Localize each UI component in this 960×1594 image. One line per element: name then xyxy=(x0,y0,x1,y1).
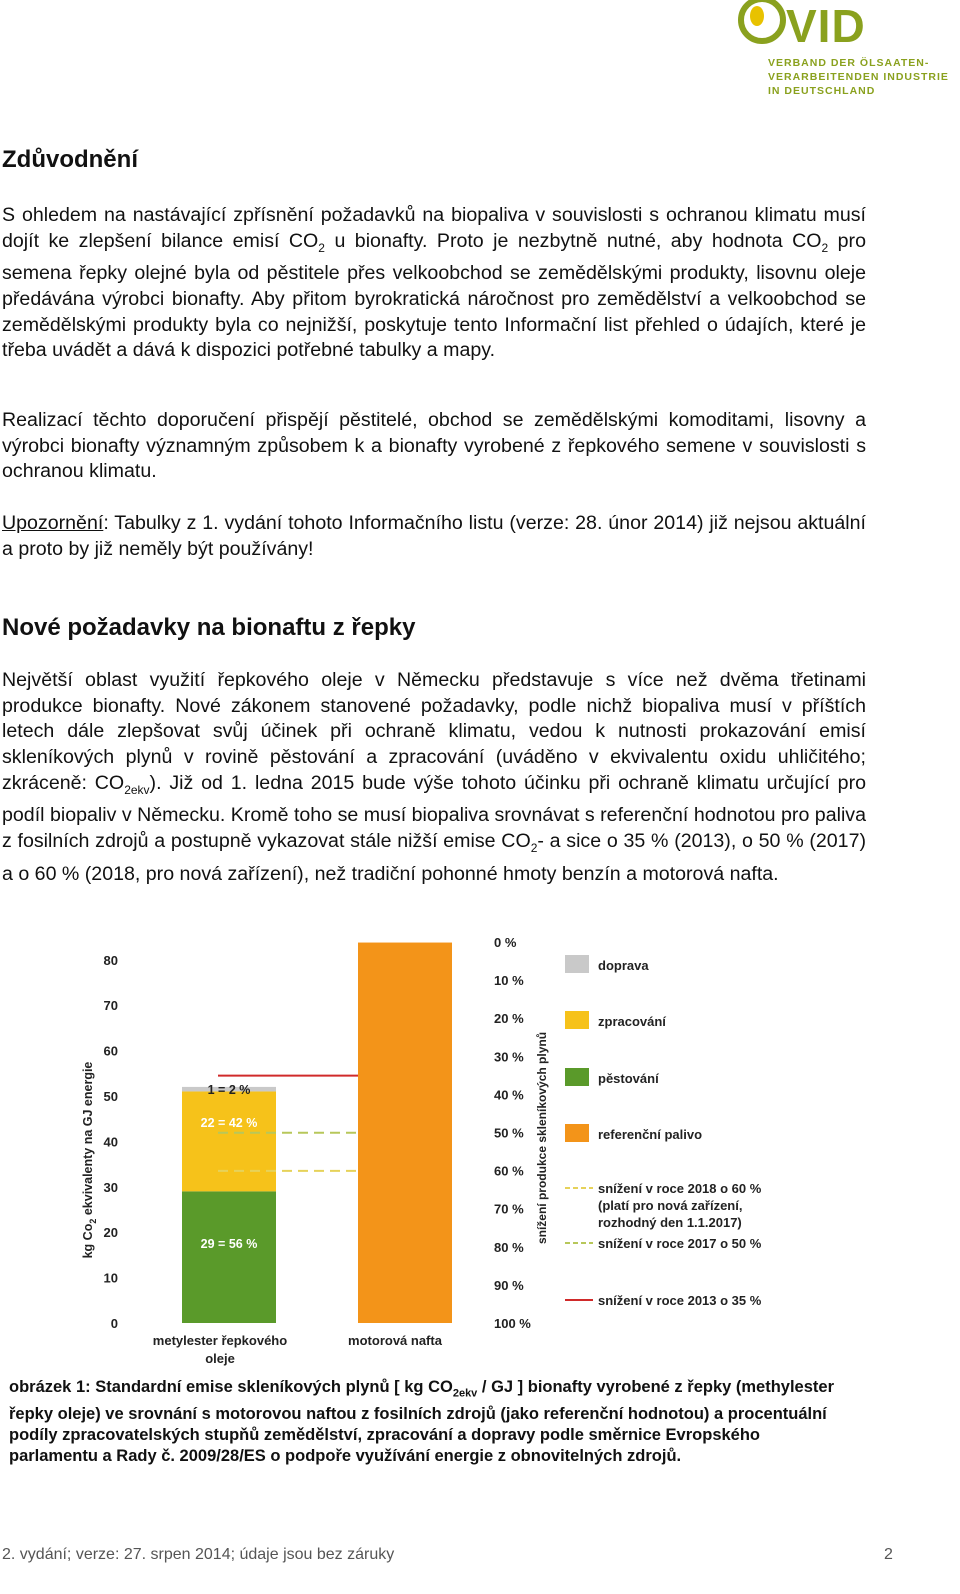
y-tick-label: 60 xyxy=(103,1043,118,1059)
legend-label: snížení v roce 2018 o 60 % xyxy=(598,1181,762,1196)
footer-version: 2. vydání; verze: 27. srpen 2014; údaje jsou bez záruky xyxy=(2,1546,395,1563)
paragraph-justification: S ohledem na nastávající zpřísnění požadavků na biopaliva v souvislosti s ochranou klimatu musí dojít ke zlepšení bilance emisí $CO_2$ u bionafty. Proto je nezbytně nutné, aby hodnota $CO_2$ pro semena řepky olejné byla od pěstitele přes velkoobchod se zemědělskými produkty, lisovnu oleje předávána výrobci bionafty. Aby přitom byrokratická náročnost pro zemědělství a velkoobchod se zemědělskými produkty byla co nejnižší, poskytuje tento Informační list přehled o údajích, které je třeba uvádět a dává k dispozici potřebné tabulky a mapy. xyxy=(2,204,866,362)
legend-label: (platí pro nová zařízení, xyxy=(598,1198,743,1213)
bar-segment-zpracování xyxy=(182,1091,276,1191)
right-tick-label: 90 % xyxy=(494,1277,524,1293)
y-tick-label: 0 xyxy=(110,1316,118,1331)
logo-subtitle: VERBAND DER ÖLSAATEN- VERARBEITENDEN INDUSTRIE IN DEUTSCHLAND xyxy=(768,57,949,97)
y-tick-label: 50 xyxy=(103,1089,118,1104)
legend-swatch xyxy=(565,955,589,973)
legend-label: rozhodný den 1.1.2017) xyxy=(598,1215,742,1230)
category-label: oleje xyxy=(205,1351,235,1366)
right-tick-label: 0 % xyxy=(494,935,517,950)
logo-o-mark xyxy=(738,0,786,44)
paragraph-realization: Realizací těchto doporučení přispějí pěstitelé, obchod se zemědělskými komoditami, lisovny a výrobci bionafty významným způsobem k a bionafty vyrobené z řepkového semene v souvislosti s ochranou klimatu. xyxy=(2,409,866,483)
right-tick-label: 60 % xyxy=(494,1163,524,1179)
y-tick-label: 40 xyxy=(103,1134,118,1150)
ovid-logo xyxy=(728,0,960,100)
right-tick-label: 80 % xyxy=(494,1239,524,1255)
legend-swatch xyxy=(565,1124,589,1142)
right-tick-label: 20 % xyxy=(494,1011,524,1027)
figure-caption: obrázek 1: Standardní emise skleníkových plynů [ kg $CO_{2ekv}$ / GJ ] bionafty vyrobené z řepky (methylester řepky oleje) ve srovnání s motorovou naftou z fosilních zdrojů (jako referenční hodnotou) a procentuální podíly zpracovatelských stupňů zemědělství, zpracování a dopravy podle směrnice Evropského parlamentu a Rady č. 2009/28/ES o podpoře využívání energie z obnovitelných zdrojů. xyxy=(9,1378,835,1466)
right-tick-label: 100 % xyxy=(494,1316,531,1331)
section-heading-zduvodneni: Zdůvodnění xyxy=(2,146,138,173)
right-tick-label: 40 % xyxy=(494,1087,524,1103)
category-label: metylester řepkového xyxy=(152,1333,288,1348)
y-tick-label: 20 xyxy=(103,1225,118,1241)
legend-swatch xyxy=(565,1011,589,1029)
legend-label: snížení v roce 2017 o 50 % xyxy=(598,1236,762,1251)
right-tick-label: 10 % xyxy=(494,973,524,989)
y-tick-label: 70 xyxy=(103,998,118,1014)
legend-label: doprava xyxy=(598,958,649,973)
bar-segment-pěstování xyxy=(182,1191,276,1323)
right-tick-label: 70 % xyxy=(494,1201,524,1217)
right-axis-label: snížení produkce skleníkových plynů xyxy=(535,1031,549,1245)
right-tick-label: 50 % xyxy=(494,1125,524,1141)
logo-wordmark: VID xyxy=(738,0,866,53)
right-tick-label: 30 % xyxy=(494,1049,524,1065)
legend-label: snížení v roce 2013 o 35 % xyxy=(598,1293,762,1308)
warning-label: Upozornění xyxy=(2,512,104,534)
bar-segment-label: 22 = 42 % xyxy=(200,1115,258,1130)
paragraph-requirements: Největší oblast využití řepkového oleje v Německu představuje s více než dvěma třetinami produkce bionafty. Nové zákonem stanovené požadavky, podle nichž biopaliva musí v příštích letech dále zlepšovat svůj účinek při ochraně klimatu, vedou k nutnosti prokazování emisí skleníkových plynů v rovině pěstování a zpracování (uváděno v ekvivalentu oxidu uhličitého; zkráceně: $CO_{2ekv}$). Již od 1. ledna 2015 bude výše tohoto účinku při ochraně klimatu určující pro podíl biopaliv v Německu. Kromě toho se musí biopaliva srovnávat s referenční hodnotou pro paliva z fosilních zdrojů a postupně vykazovat stále nižší emise $CO_2-$ a sice o 35 % (2013), o 50 % (2017) a o 60 % (2018, pro nová zařízení), než tradiční pohonné hmoty benzín a motorová nafta. xyxy=(2,669,866,885)
y-tick-label: 80 xyxy=(103,952,118,968)
y-tick-label: 10 xyxy=(103,1270,118,1286)
section-heading-new-requirements: Nové požadavky na bionaftu z řepky xyxy=(2,614,416,641)
y-tick-label: 30 xyxy=(103,1179,118,1195)
bar-diesel xyxy=(358,943,452,1323)
bar-segment-label: 1 = 2 % xyxy=(207,1083,251,1098)
y-axis-label: kg $Co_2$ ekvivalenty na GJ energie xyxy=(81,1061,98,1259)
page-number: 2 xyxy=(884,1546,893,1563)
legend-label: referenční palivo xyxy=(598,1127,703,1142)
category-label: motorová nafta xyxy=(348,1333,442,1348)
emissions-chart xyxy=(0,920,960,1372)
paragraph-warning: Upozornění: Tabulky z 1. vydání tohoto Informačního listu (verze: 28. únor 2014) již nejsou aktuální a proto by již neměly být používány! xyxy=(2,512,866,560)
bar-segment-label: 29 = 56 % xyxy=(200,1237,258,1252)
legend-label: pěstování xyxy=(598,1071,659,1086)
legend-label: zpracování xyxy=(598,1014,666,1029)
legend-swatch xyxy=(565,1068,589,1086)
